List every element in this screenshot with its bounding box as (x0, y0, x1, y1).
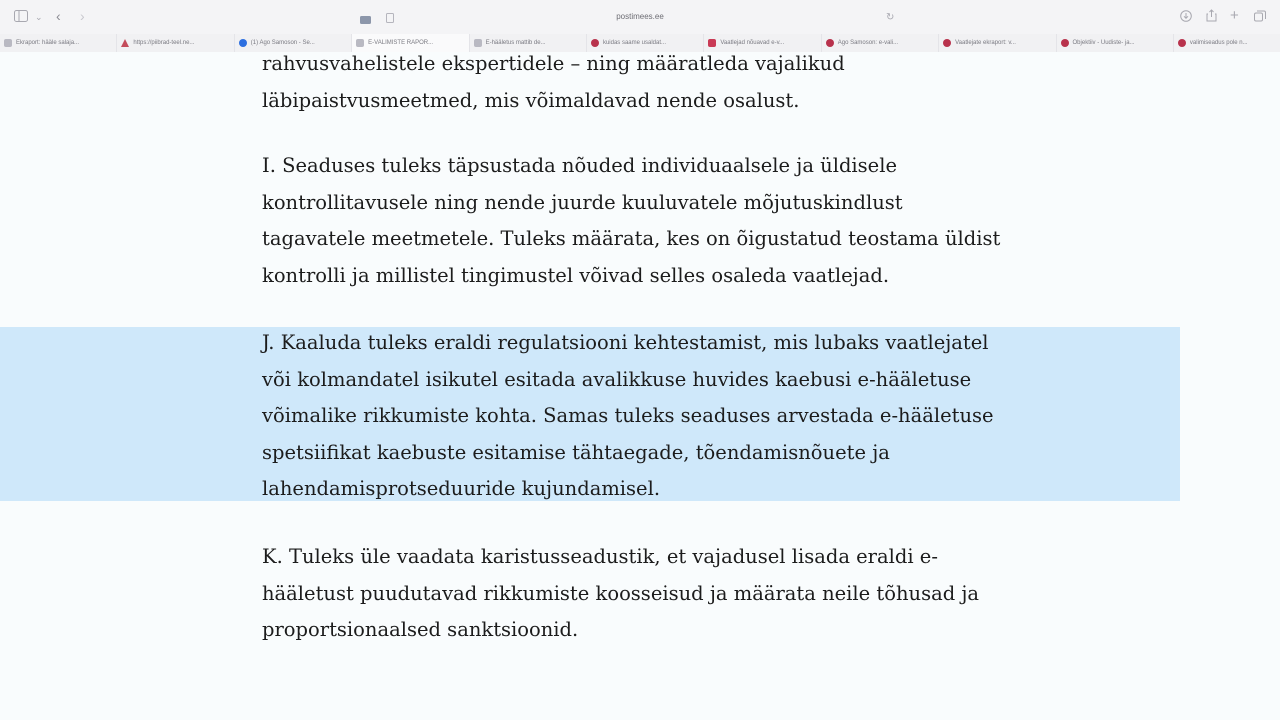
favicon-icon (239, 39, 247, 47)
paragraph-k (262, 539, 1062, 649)
browser-toolbar (0, 0, 1280, 34)
back-arrow-icon[interactable]: ‹ (56, 8, 61, 24)
text-line: J. Kaaluda tuleks eraldi regulatsiooni kehtestamist, mis lubaks vaatlejatel (262, 331, 989, 354)
browser-tab[interactable] (822, 34, 939, 52)
text-line: K. Tuleks üle vaadata karistusseadustik, et vajadusel lisada eraldi e- (262, 545, 938, 568)
tab-label: Objektiiv - Uudiste- ja... (1072, 40, 1135, 46)
paragraph-j (262, 325, 1062, 508)
browser-tab[interactable] (704, 34, 821, 52)
favicon-icon (1061, 39, 1069, 47)
favicon-icon (826, 39, 834, 47)
browser-tab[interactable] (117, 34, 234, 52)
browser-tab[interactable] (939, 34, 1056, 52)
text-line: võimalike rikkumiste kohta. Samas tuleks seaduses arvestada e-hääletuse (262, 404, 994, 427)
tab-label: Ago Samoson: e-vali... (837, 40, 899, 46)
share-icon[interactable] (1206, 9, 1217, 24)
tab-bar (0, 34, 1280, 53)
plus-icon[interactable]: + (1230, 7, 1239, 24)
tab-label: E-hääletus mattib de... (485, 40, 546, 46)
chevron-down-icon[interactable]: ⌄ (35, 12, 43, 22)
text-line: hääletust puudutavad rikkumiste koosseisud ja määrata neile tõhusad ja (262, 581, 980, 605)
browser-tab[interactable] (1057, 34, 1174, 52)
article-content (0, 52, 1280, 720)
text-line: või kolmandatel isikutel esitada avalikkuse huvides kaebusi e-hääletuse (262, 367, 972, 391)
browser-tab[interactable] (1174, 34, 1280, 52)
paragraph-i (262, 148, 1062, 294)
tab-label: Ekraport: hääle salaja... (16, 40, 80, 46)
text-line: tagavatele meetmetele. Tuleks määrata, kes on õigustatud teostama üldist (262, 227, 1001, 250)
browser-tab[interactable] (352, 34, 469, 52)
tab-label: valimiseadus pole n... (1189, 40, 1248, 46)
text-line: rahvusvahelistele ekspertidele – ning määratleda vajalikud (262, 52, 845, 75)
favicon-icon (943, 39, 951, 47)
browser-tab[interactable] (235, 34, 352, 52)
tab-label: Vaatlejate ekraport: v... (955, 40, 1016, 46)
favicon-icon (591, 39, 599, 47)
text-line: lahendamisprotseduuride kujundamisel. (262, 477, 661, 500)
favicon-icon (4, 39, 12, 47)
reload-icon[interactable]: ↻ (886, 12, 895, 23)
favicon-icon (1178, 39, 1186, 47)
tabs-overview-icon[interactable] (1254, 10, 1266, 24)
tab-label: kuidas saame usaldat... (602, 40, 666, 46)
favicon-icon (121, 39, 129, 47)
favicon-icon (474, 39, 482, 47)
browser-tab[interactable] (470, 34, 587, 52)
forward-arrow-icon[interactable]: › (80, 8, 85, 24)
favicon-icon (356, 39, 364, 47)
url-bar[interactable]: postimees.ee (616, 12, 664, 21)
text-line: läbipaistvusmeetmed, mis võimaldavad nende osalust. (262, 88, 800, 112)
text-line: spetsiifikat kaebuste esitamise tähtaegade, tõendamisnõuete ja (262, 440, 890, 464)
paragraph-intro (262, 52, 1062, 119)
text-line: kontrolli ja millistel tingimustel võivad selles osaleda vaatlejad. (262, 263, 890, 287)
tab-label: E-VALIMISTE RAPOR... (368, 40, 434, 46)
download-icon[interactable] (1180, 10, 1192, 24)
text-line: proportsionaalsed sanktsioonid. (262, 618, 579, 641)
tab-label: https://piibrad-teel.ne... (133, 40, 195, 46)
browser-tab[interactable] (0, 34, 117, 52)
favicon-icon (708, 39, 716, 47)
tab-label: (1) Ago Samoson - Se... (250, 40, 315, 46)
text-line: kontrollitavusele ning nende juurde kuuluvatele mõjutuskindlust (262, 190, 903, 214)
browser-tab[interactable] (587, 34, 704, 52)
text-line: I. Seaduses tuleks täpsustada nõuded individuaalsele ja üldisele (262, 154, 897, 177)
tab-label: Vaatlejad nõuavad e-v... (720, 40, 785, 46)
